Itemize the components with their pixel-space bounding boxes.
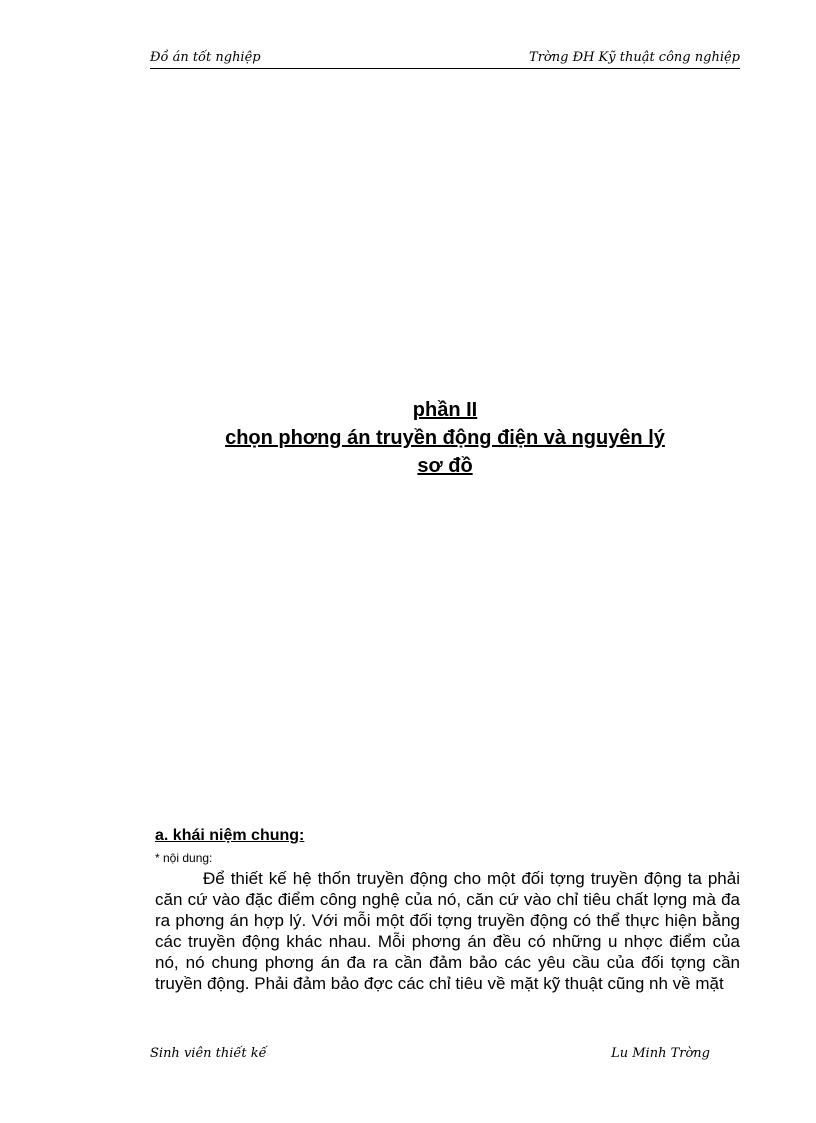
- header-left-text: Đồ án tốt nghiệp: [150, 50, 261, 65]
- section-concept: [155, 826, 740, 994]
- chapter-title-block: [150, 396, 740, 480]
- section-subheading: * nội dung:: [155, 851, 213, 865]
- chapter-title-line-2: sơ đồ: [417, 455, 473, 477]
- footer-right-text: Lu Minh Trờng: [611, 1046, 710, 1061]
- footer-left-text: Sinh viên thiết kế: [150, 1046, 267, 1061]
- page-header: [150, 50, 740, 69]
- section-heading: a. khái niệm chung:: [155, 827, 305, 844]
- header-right-text: Trờng ĐH Kỹ thuật công nghiệp: [529, 50, 740, 65]
- chapter-part-title: phần II: [412, 399, 478, 421]
- chapter-title-line-1: chọn phơng án truyền động điện và nguyên lý: [225, 427, 665, 449]
- section-paragraph: Để thiết kế hệ thốn truyền động cho một đối tợng truyền động ta phải căn cứ vào đặc điểm công nghệ của nó, căn cứ vào chỉ tiêu chất lợng mà đa ra phơng án hợp lý. Với mỗi một đối tợng truyền động có thể thực hiện bằng các truyền động khác nhau. Mỗi phơng án đều có những u nhợc điểm của nó, nó chung phơng án đa ra cần đảm bảo các yêu cầu của đối tợng cần truyền động. Phải đảm bảo đợc các chỉ tiêu về mặt kỹ thuật cũng nh về mặt: [155, 869, 740, 993]
